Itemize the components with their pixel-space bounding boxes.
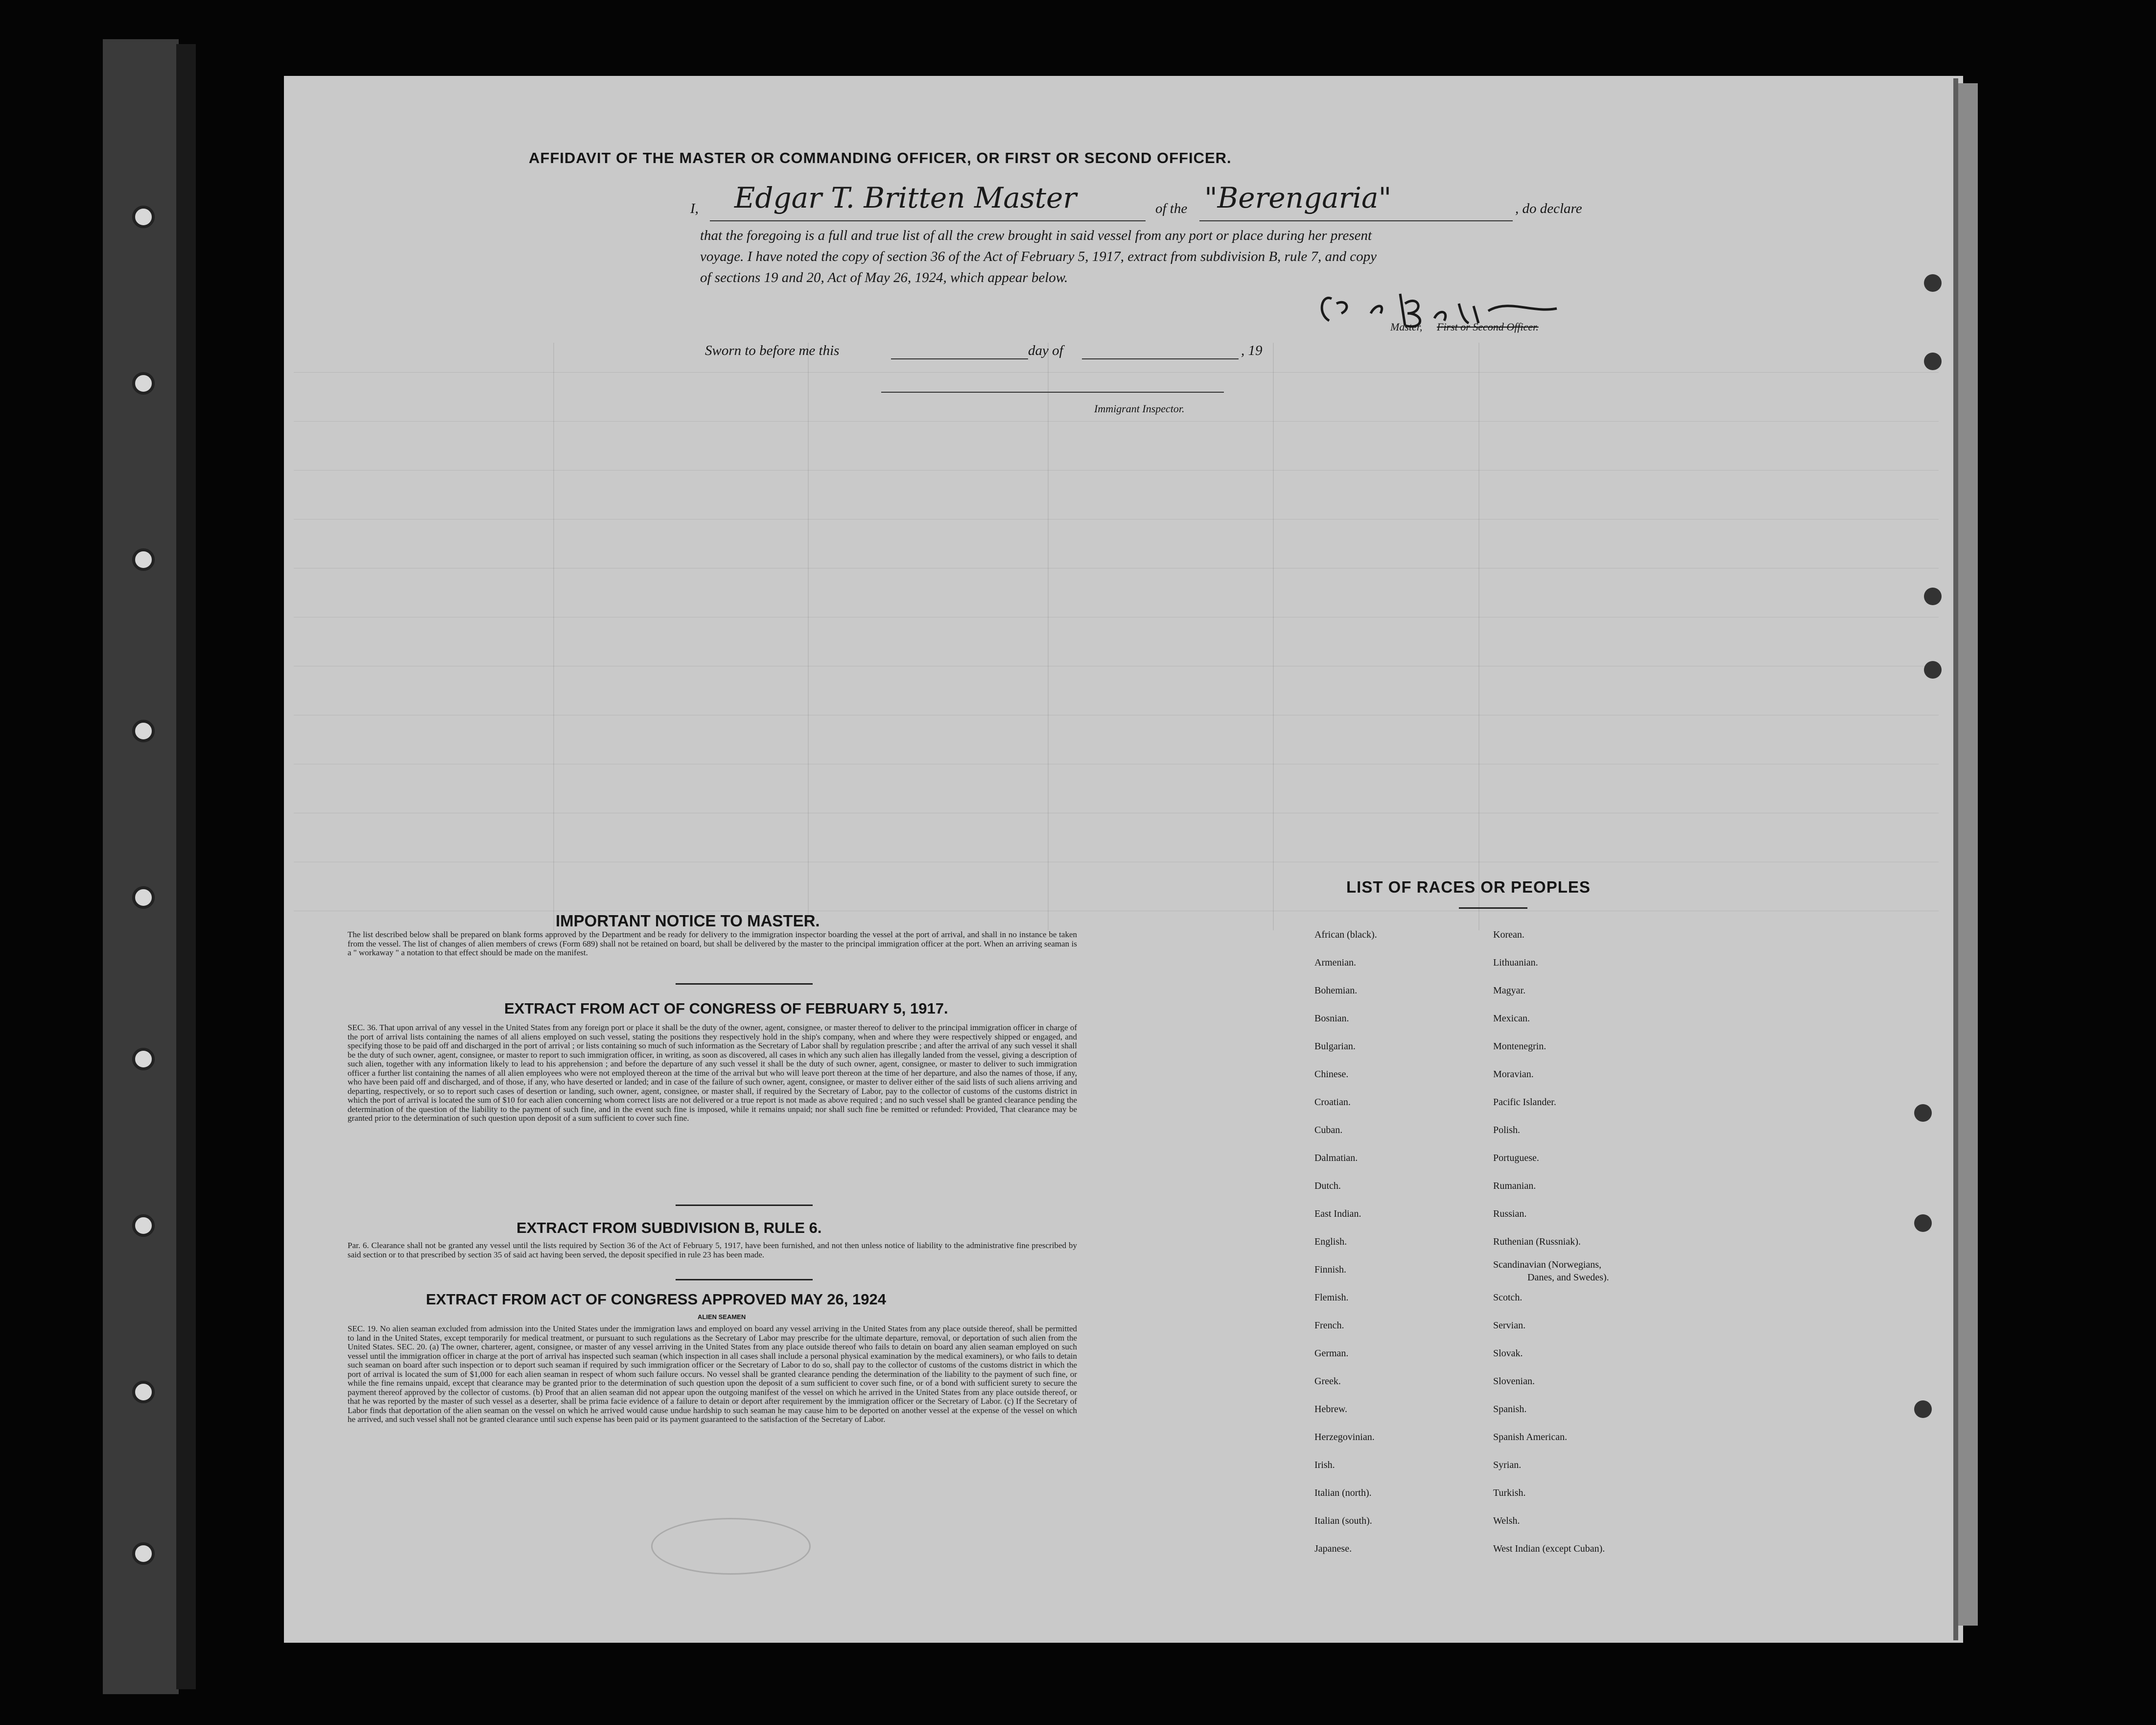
inspector-caption: Immigrant Inspector. [1094, 402, 1185, 415]
binding-hole [132, 720, 155, 742]
race-item: Finnish. [1314, 1264, 1347, 1275]
race-item: Polish. [1493, 1125, 1521, 1135]
sworn-text: Sworn to before me this [705, 343, 840, 358]
affidavit-line-4: of sections 19 and 20, Act of May 26, 1924, which appear below. [700, 270, 1068, 285]
signature-caption-master: Master, [1390, 321, 1423, 333]
vessel-name-line [1199, 220, 1513, 221]
binding-hole [132, 1381, 155, 1403]
sworn-day-label: day of [1028, 343, 1063, 358]
race-item: Chinese. [1314, 1069, 1349, 1080]
race-item: Spanish. [1493, 1404, 1527, 1415]
bleed-through-grid [294, 343, 1939, 930]
sworn-year-label: , 19 [1241, 343, 1263, 358]
binding-hole [132, 886, 155, 909]
race-item: Portuguese. [1493, 1153, 1539, 1163]
race-item: Hebrew. [1314, 1404, 1348, 1415]
binding-spine [103, 39, 179, 1694]
binding-hole [132, 372, 155, 395]
race-item: Greek. [1314, 1376, 1341, 1387]
race-item: Bosnian. [1314, 1013, 1349, 1024]
race-item: Flemish. [1314, 1292, 1349, 1303]
race-item: Magyar. [1493, 985, 1526, 996]
race-item: Japanese. [1314, 1543, 1352, 1554]
race-item: Syrian. [1493, 1460, 1522, 1470]
race-item: Servian. [1493, 1320, 1526, 1331]
affidavit-prefix: I, [690, 201, 699, 216]
races-divider [1459, 907, 1527, 909]
extract-rule6-body: Par. 6. Clearance shall not be granted any vessel until the lists required by Section 36 of the Act of February 5, 1917, have been furnished, and not then unless notice of liability to the administrative fine prescribed by said section or to that prescribed by section 35 of said act having been served, the deposit specified in rule 23 has been made. [348, 1241, 1077, 1259]
notice-title: IMPORTANT NOTICE TO MASTER. [556, 912, 820, 930]
race-item: Slovenian. [1493, 1376, 1535, 1387]
punch-hole [1914, 1400, 1932, 1418]
race-item: Mexican. [1493, 1013, 1530, 1024]
race-item: Turkish. [1493, 1488, 1526, 1498]
race-item: Lithuanian. [1493, 957, 1538, 968]
master-name-handwritten: Edgar T. Britten Master [734, 181, 1077, 214]
notice-body: The list described below shall be prepared on blank forms approved by the Department and be ready for delivery to the immigration inspector boarding the vessel at the port of arrival, and shall in no instance be taken from the vessel. The list of changes of alien members of crews (Form 689) shall not be retained on board, but shall be delivered by the master to the principal immigration officer at the port. When an arriving seaman is a " workaway " a notation to that effect should be made on the manifest. [348, 930, 1077, 957]
race-item: Ruthenian (Russniak). [1493, 1236, 1581, 1247]
race-item: German. [1314, 1348, 1349, 1359]
race-item: West Indian (except Cuban). [1493, 1543, 1605, 1554]
race-item: Bulgarian. [1314, 1041, 1356, 1052]
do-declare-text: , do declare [1515, 201, 1582, 216]
divider [676, 1205, 813, 1206]
extract-rule6-title: EXTRACT FROM SUBDIVISION B, RULE 6. [516, 1219, 822, 1236]
extract-1917-body: SEC. 36. That upon arrival of any vessel in the United States from any foreign port or place it shall be the duty of the owner, agent, consignee, or master thereof to deliver to the principal immigration officer in charge of the port of arrival lists containing the names of all aliens employed on such vessel, stating the positions they respectively hold in the ship's company, when and where they were respectively shipped or engaged, and specifying those to be paid off and discharged in the port of arrival ; or lists containing so much of such information as the Secretary of Labor shall by regulation prescribe ; and after the arrival of any such vessel it shall be the duty of such owner, agent, consignee, or master to report to such immigration officer, in writing, as soon as discovered, all cases in which any such alien has illegally landed from the vessel, giving a description of such alien, together with any information likely to lead to his apprehension ; and before the departure of any such vessel it shall be the duty of such owner, agent, consignee, or master to deliver to such immigration officer a further list containing the names of all alien employees who were not employed thereon at the time of the arrival but who will leave port thereon at the time of her departure, and also the names of those, if any, who have been paid off and discharged, and of those, if any, who have deserted or landed; and in case of the failure of such owner, agent, consignee, or master to deliver either of the said lists of such aliens arriving and departing, respectively, or so to report such cases of desertion or landing, such owner, agent, consignee, or master shall, if required by the Secretary of Labor, pay to the collector of customs of the customs district in which the port of arrival is located the sum of $10 for each alien concerning whom correct lists are not delivered or a true report is not made as above required ; and no such vessel shall be granted clearance pending the determination of the question of the liability to the payment of such fine, and in the event such fine is imposed, while it remains unpaid; nor shall such fine be remitted or refunded: Provided, That clearance may be granted prior to the determination of such question upon deposit of a sum sufficient to cover such fine. [348, 1023, 1077, 1123]
divider [676, 983, 813, 985]
vessel-name-handwritten: "Berengaria" [1204, 181, 1392, 214]
binding-hole [132, 1214, 155, 1237]
race-item: Korean. [1493, 929, 1524, 940]
punch-hole [1924, 274, 1942, 292]
race-item: Italian (north). [1314, 1488, 1372, 1498]
sworn-month-line [1082, 358, 1239, 359]
master-name-line [710, 220, 1146, 221]
race-item: Armenian. [1314, 957, 1356, 968]
extract-1924-body: SEC. 19. No alien seaman excluded from admission into the United States under the immigration laws and employed on board any vessel arriving in the United States from any place outside thereof, shall be permitted to land in the United States, except temporarily for medical treatment, or pursuant to such regulations as the Secretary of Labor may prescribe for the ultimate departure, removal, or deportation of such alien from the United States. SEC. 20. (a) The owner, charterer, agent, consignee, or master of any vessel arriving in the United States from any place outside thereof who fails to detain on board any alien seaman employed on such vessel until the immigration officer in charge at the port of arrival has inspected such seaman (which inspection in all cases shall include a personal physical examination by the medical examiners), or who fails to detain such seaman on board after such inspection or to deport such seaman if required by such immigration officer or the Secretary of Labor to do so, shall pay to the collector of customs of the customs district in which the port of arrival is located the sum of $1,000 for each alien seaman in respect of whom such failure occurs. No vessel shall be granted clearance pending the determination of the liability to the payment of such fine, or while the fine remains unpaid, except that clearance may be granted prior to the determination of such question upon the deposit of a sum sufficient to cover such fine, or of a bond with sufficient surety to secure the payment thereof approved by the collector of customs. (b) Proof that an alien seaman did not appear upon the outgoing manifest of the vessel on which he arrived in the United States from any place outside thereof, or that he was reported by the master of such vessel as a deserter, shall be prima facie evidence of a failure to detain or deport after requirement by the immigration officer or the Secretary of Labor. (c) If the Secretary of Labor finds that deportation of the alien seaman on the vessel on which he arrived would cause undue hardship to such seaman he may cause him to be deported on another vessel at the expense of the vessel on which he arrived, and such vessel shall not be granted clearance until such expense has been paid or its payment guaranteed to the satisfaction of the Secretary of Labor. [348, 1324, 1077, 1424]
race-item: Herzegovinian. [1314, 1432, 1375, 1442]
race-item: Spanish American. [1493, 1432, 1568, 1442]
punch-hole [1914, 1214, 1932, 1232]
race-item: Italian (south). [1314, 1515, 1372, 1526]
inspector-line [881, 392, 1224, 393]
race-item: Moravian. [1493, 1069, 1534, 1080]
race-item: Scandinavian (Norwegians, [1493, 1259, 1602, 1270]
race-item: Dutch. [1314, 1181, 1341, 1191]
affidavit-line-3: voyage. I have noted the copy of section 36 of the Act of February 5, 1917, extract from subdivision B, rule 7, and copy [700, 249, 1377, 264]
page-edge [1953, 78, 1958, 1640]
binding-hole [132, 548, 155, 571]
binding-hole [132, 206, 155, 228]
binding-hole [132, 1048, 155, 1070]
of-the-label: of the [1155, 201, 1188, 216]
race-item: Slovak. [1493, 1348, 1523, 1359]
race-item-continuation: Danes, and Swedes). [1527, 1272, 1609, 1283]
alien-seamen-heading: ALIEN SEAMEN [698, 1313, 746, 1321]
race-item: Bohemian. [1314, 985, 1358, 996]
race-item: Dalmatian. [1314, 1153, 1358, 1163]
binding-hole [132, 1542, 155, 1565]
signature-caption-struck: First or Second Officer. [1437, 321, 1539, 333]
race-item: Croatian. [1314, 1097, 1351, 1108]
race-item: Russian. [1493, 1208, 1527, 1219]
race-item: Irish. [1314, 1460, 1335, 1470]
page-shadow [1958, 83, 1978, 1626]
faded-stamp [651, 1518, 811, 1575]
race-item: Rumanian. [1493, 1181, 1536, 1191]
affidavit-title: AFFIDAVIT OF THE MASTER OR COMMANDING OFFICER, OR FIRST OR SECOND OFFICER. [529, 149, 1232, 166]
sworn-day-line [891, 358, 1028, 359]
race-item: African (black). [1314, 929, 1377, 940]
race-item: English. [1314, 1236, 1347, 1247]
extract-1924-title: EXTRACT FROM ACT OF CONGRESS APPROVED MAY 26, 1924 [426, 1291, 886, 1308]
race-item: Welsh. [1493, 1515, 1520, 1526]
race-item: Montenegrin. [1493, 1041, 1547, 1052]
extract-1917-title: EXTRACT FROM ACT OF CONGRESS OF FEBRUARY 5, 1917. [504, 1000, 948, 1017]
divider [676, 1279, 813, 1280]
race-item: Scotch. [1493, 1292, 1523, 1303]
affidavit-line-2: that the foregoing is a full and true list of all the crew brought in said vessel from any port or place during her present [700, 228, 1372, 243]
race-item: French. [1314, 1320, 1344, 1331]
punch-hole [1914, 1104, 1932, 1122]
binding-strip [176, 44, 196, 1689]
race-item: East Indian. [1314, 1208, 1361, 1219]
race-item: Pacific Islander. [1493, 1097, 1556, 1108]
race-item: Cuban. [1314, 1125, 1343, 1135]
races-title: LIST OF RACES OR PEOPLES [1346, 878, 1591, 896]
